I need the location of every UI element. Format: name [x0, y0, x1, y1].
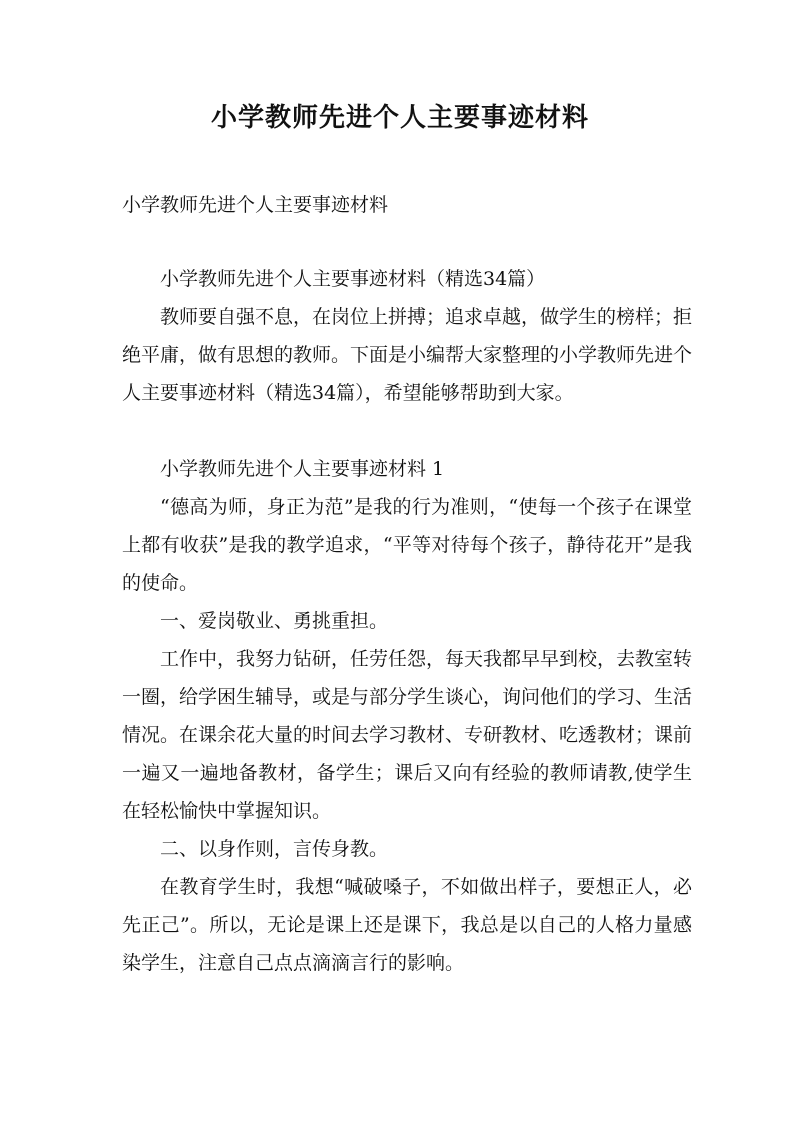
document-title: 小学教师先进个人主要事迹材料: [210, 103, 589, 133]
motto-paragraph: “德高为师，身正为范”是我的行为准则，“使每一个孩子在课堂上都有收获”是我的教学追求，“平等对待每个孩子，静待花开”是我的使命。: [122, 496, 692, 594]
section-heading: 小学教师先进个人主要事迹材料 1: [160, 458, 445, 480]
point-two-paragraph: 在教育学生时，我想“喊破嗓子，不如做出样子，要想正人，必先正己”。所以，无论是课上还是课下，我总是以自己的人格力量感染学生，注意自己点点滴滴言行的影响。: [122, 876, 692, 974]
intro-paragraph: 教师要自强不息，在岗位上拼搏；追求卓越，做学生的榜样；拒绝平庸，做有思想的教师。下面是小编帮大家整理的小学教师先进个人主要事迹材料（精选34篇），希望能够帮助到大家。: [122, 306, 693, 404]
intro-heading: 小学教师先进个人主要事迹材料（精选34篇）: [160, 268, 546, 290]
point-one-heading: 一、爱岗敬业、勇挑重担。: [160, 610, 389, 632]
point-one-paragraph: 工作中，我努力钻研，任劳任怨，每天我都早早到校，去教室转一圈，给学困生辅导，或是与部分学生谈心，询问他们的学习、生活情况。在课余花大量的时间去学习教材、专研教材、吃透教材；课前一遍又一遍地备教材，备学生；课后又向有经验的教师请教,使学生在轻松愉快中掌握知识。: [122, 648, 693, 822]
document-body: [122, 260, 692, 982]
point-two-heading: 二、以身作则，言传身教。: [160, 838, 389, 860]
document-subtitle: 小学教师先进个人主要事迹材料: [122, 194, 389, 216]
